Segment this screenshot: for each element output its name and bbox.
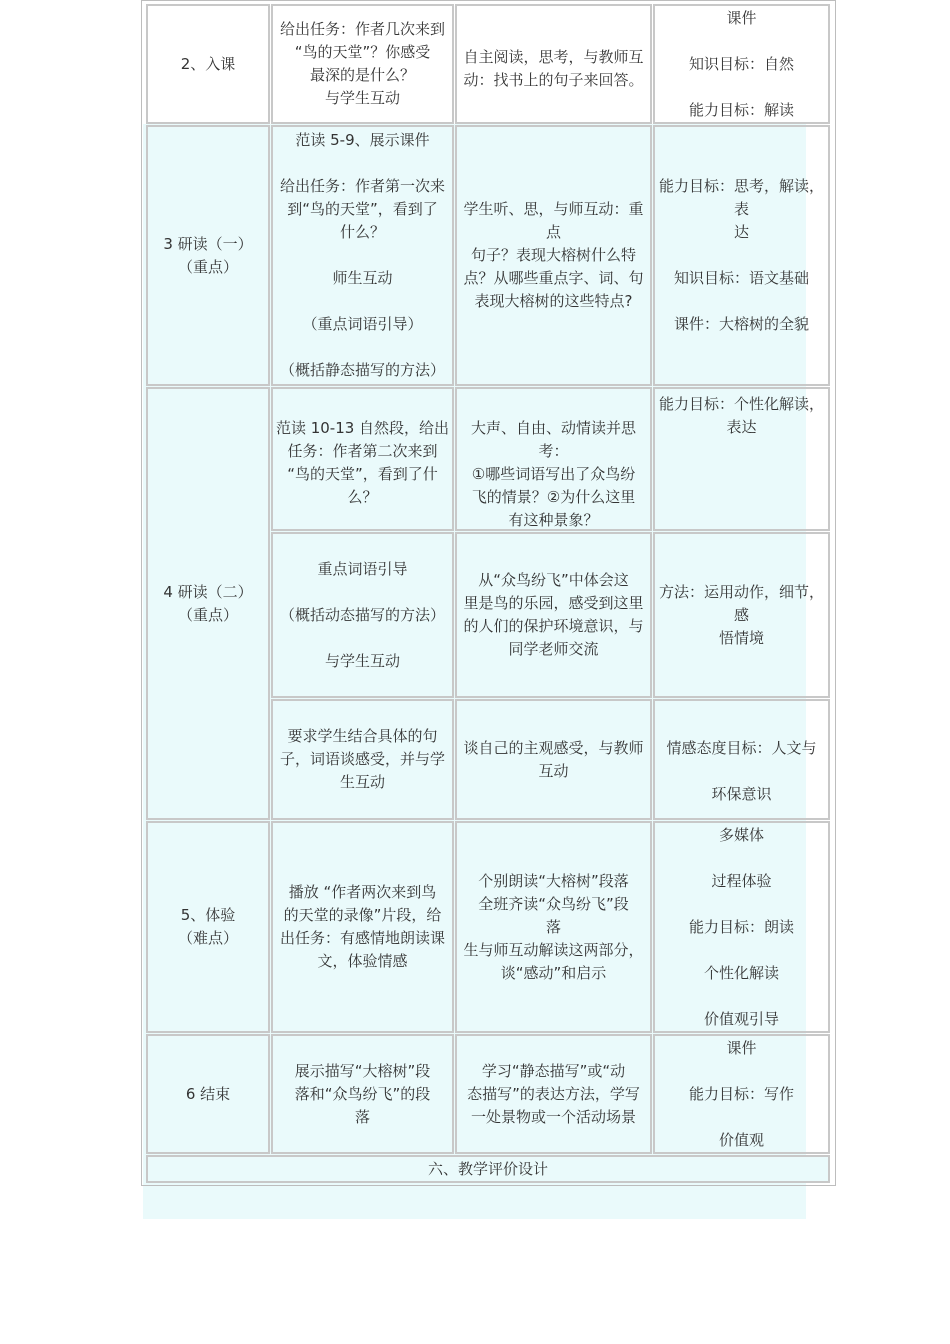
task-text: 要求学生结合具体的句 子，词语谈感受，并与学 生互动: [279, 727, 445, 791]
activity-cell: [455, 387, 652, 531]
task-text: 播放 “作者两次来到鸟 的天堂的录像”片段，给 出任务：有感情地朗读课 文，体验情感: [279, 883, 445, 970]
activity-text: 谈自己的主观感受，与教师 互动: [463, 738, 644, 780]
activity-cell: [455, 699, 652, 820]
task-cell: [271, 532, 454, 698]
stage-label: 4 研读（二） （重点）: [163, 582, 253, 624]
activity-text: 学生听、思，与师互动：重点 句子？表现大榕树什么特 点？从哪些重点字、词、句 表现大榕树的这些特点?: [463, 200, 644, 310]
task-text: 范读 10-13 自然段，给出 任务：作者第二次来到 “鸟的天堂”，看到了什 么？: [275, 419, 450, 506]
stage-cell: [146, 4, 270, 124]
task-cell: [271, 699, 454, 820]
goal-cell: [653, 387, 830, 531]
task-cell: [271, 1034, 454, 1154]
section-heading: [146, 1155, 830, 1183]
task-cell: [271, 125, 454, 386]
activity-text: 从“众鸟纷飞”中体会这 里是鸟的乐园，感受到这里 的人们的保护环境意识，与 同学老师交流: [463, 571, 644, 658]
activity-cell: [455, 821, 652, 1033]
stage-cell: [146, 125, 270, 386]
lesson-plan-table: [141, 0, 836, 1186]
goal-text: 能力目标：个性化解读， 表达: [658, 395, 824, 436]
goal-cell: [653, 821, 830, 1033]
section-heading-text: 六、教学评价设计: [427, 1159, 548, 1178]
activity-text: 大声、自由、动情读并思考： ①哪些词语写出了众鸟纷 飞的情景？②为什么这里 有这种景象？: [470, 419, 636, 529]
activity-cell: [455, 532, 652, 698]
stage-label: 5、体验 （难点）: [177, 906, 238, 947]
stage-cell: [146, 387, 270, 820]
activity-text: 个别朗读“大榕树”段落 全班齐读“众鸟纷飞”段 落 生与师互动解读这两部分， 谈“感动”和启示: [463, 871, 644, 982]
activity-text: 学习“静态描写”或“动 态描写”的表达方法，学写 一处景物或一个活动场景: [467, 1061, 640, 1126]
task-text: 给出任务：作者几次来到 “鸟的天堂”？你感受 最深的是什么？ 与学生互动: [279, 20, 445, 107]
goal-cell: [653, 1034, 830, 1154]
goal-text: 能力目标：思考，解读，表 达 知识目标：语文基础 课件：大榕树的全貌: [658, 177, 824, 333]
stage-label: 2、入课: [180, 54, 236, 73]
task-cell: [271, 4, 454, 124]
task-cell: [271, 387, 454, 531]
task-text: 范读 5-9、展示课件 给出任务：作者第一次来 到“鸟的天堂”，看到了 什么？ 师生互动 （重点词语引导） （概括静态描写的方法）: [279, 131, 445, 379]
stage-cell: [146, 1034, 270, 1154]
activity-cell: [455, 125, 652, 386]
goal-text: 多媒体 过程体验 能力目标：朗读 个性化解读 价值观引导: [688, 825, 794, 1028]
task-text: 展示描写“大榕树”段 落和“众鸟纷飞”的段 落: [294, 1061, 431, 1126]
goal-cell: [653, 125, 830, 386]
goal-cell: [653, 699, 830, 820]
goal-text: 课件 能力目标：写作 价值观: [688, 1038, 794, 1149]
stage-cell: [146, 821, 270, 1033]
stage-label: 3 研读（一） （重点）: [163, 234, 253, 276]
activity-cell: [455, 1034, 652, 1154]
task-text: 重点词语引导 （概括动态描写的方法） 与学生互动: [279, 559, 445, 670]
goal-text: 课件 知识目标：自然 能力目标：解读: [688, 8, 794, 119]
task-cell: [271, 821, 454, 1033]
goal-text: 方法：运用动作，细节，感 悟情境: [658, 582, 824, 647]
goal-cell: [653, 532, 830, 698]
activity-cell: [455, 4, 652, 124]
stage-label: 6 结束: [185, 1084, 231, 1103]
activity-text: 自主阅读，思考，与教师互 动：找书上的句子来回答。: [463, 48, 644, 89]
goal-text: 情感态度目标：人文与 环保意识: [666, 738, 817, 803]
goal-cell: [653, 4, 830, 124]
